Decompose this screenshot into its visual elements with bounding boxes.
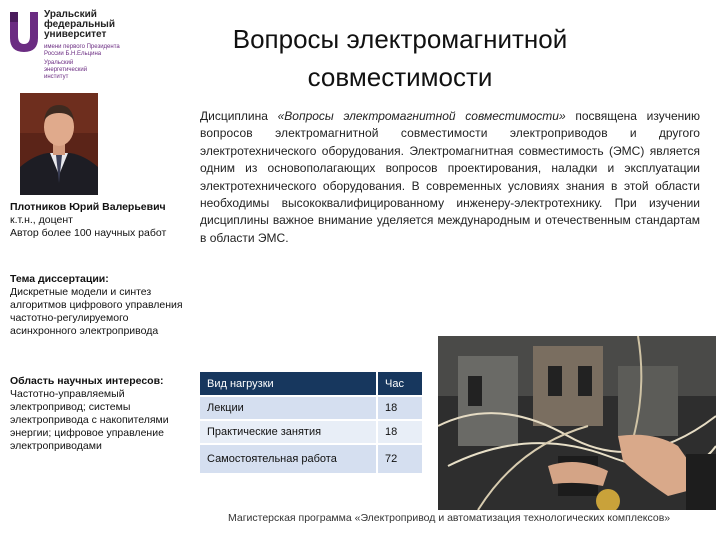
table-cell: Самостоятельная работа [200, 444, 377, 474]
table-row [200, 444, 422, 474]
author-degree: к.т.н., доцент [10, 214, 73, 226]
dissertation-block [10, 273, 188, 338]
interests-label: Область научных интересов: [10, 375, 164, 387]
table-cell: 18 [377, 396, 422, 420]
table-row [200, 396, 422, 420]
table-row [200, 420, 422, 444]
desc-text-3: и другого электротехнического оборудования. Электромагнитная совместимость (ЭМС) является одним из основополагающих вопросов проектирования, наладки и эксплуатации электротехнического оборудования. В современных условиях знания в этой области необходимы высококвалифицированному инженеру-электротехнику. При изучении дисциплины важное внимание уделяется международным и отечественным стандартам в области ЭМС. [200, 126, 700, 245]
table-cell: Практические занятия [200, 420, 377, 444]
author-info [10, 201, 188, 240]
author-photo [20, 93, 98, 195]
table-header-load-type: Вид нагрузки [200, 372, 377, 396]
logo-institute: Уральский энергетический институт [44, 60, 88, 80]
logo-university-name: Уральский федеральный университет [44, 9, 115, 40]
author-name: Плотников Юрий Валерьевич [10, 201, 166, 213]
urfu-emblem-icon [8, 10, 40, 56]
program-footer: Магистерская программа «Электропривод и автоматизация технологических комплексов» [228, 512, 671, 524]
table-header-hours: Час [377, 372, 422, 396]
university-logo [8, 8, 128, 78]
author-works: Автор более 100 научных работ [10, 227, 167, 239]
course-description [200, 108, 700, 247]
logo-subtitle: имени первого Президента России Б.Н.Ельцина [44, 44, 120, 57]
workload-table [200, 372, 422, 475]
equipment-photo [438, 336, 716, 510]
desc-text-1: Дисциплина [200, 109, 278, 123]
page-title: Вопросы электромагнитной совместимости [232, 24, 568, 92]
course-name: «Вопросы электромагнитной совместимости» [277, 109, 566, 123]
table-cell: 72 [377, 444, 422, 474]
dissertation-text: Дискретные модели и синтез алгоритмов цифрового управления частотно-регулируемого асинхронного электропривода [10, 286, 183, 337]
desc-highlight: вопросов электромагнитной совместимости электроприводов [200, 126, 608, 141]
table-cell: 18 [377, 420, 422, 444]
table-cell: Лекции [200, 396, 377, 420]
interests-block [10, 375, 188, 453]
desc-text-2: посвящена изучению [565, 109, 701, 123]
table-header-row [200, 372, 422, 396]
dissertation-label: Тема диссертации: [10, 273, 109, 285]
interests-text: Частотно-управляемый электропривод; системы электропривода с накопителями энергии; цифровое управление электроприводами [10, 388, 169, 452]
